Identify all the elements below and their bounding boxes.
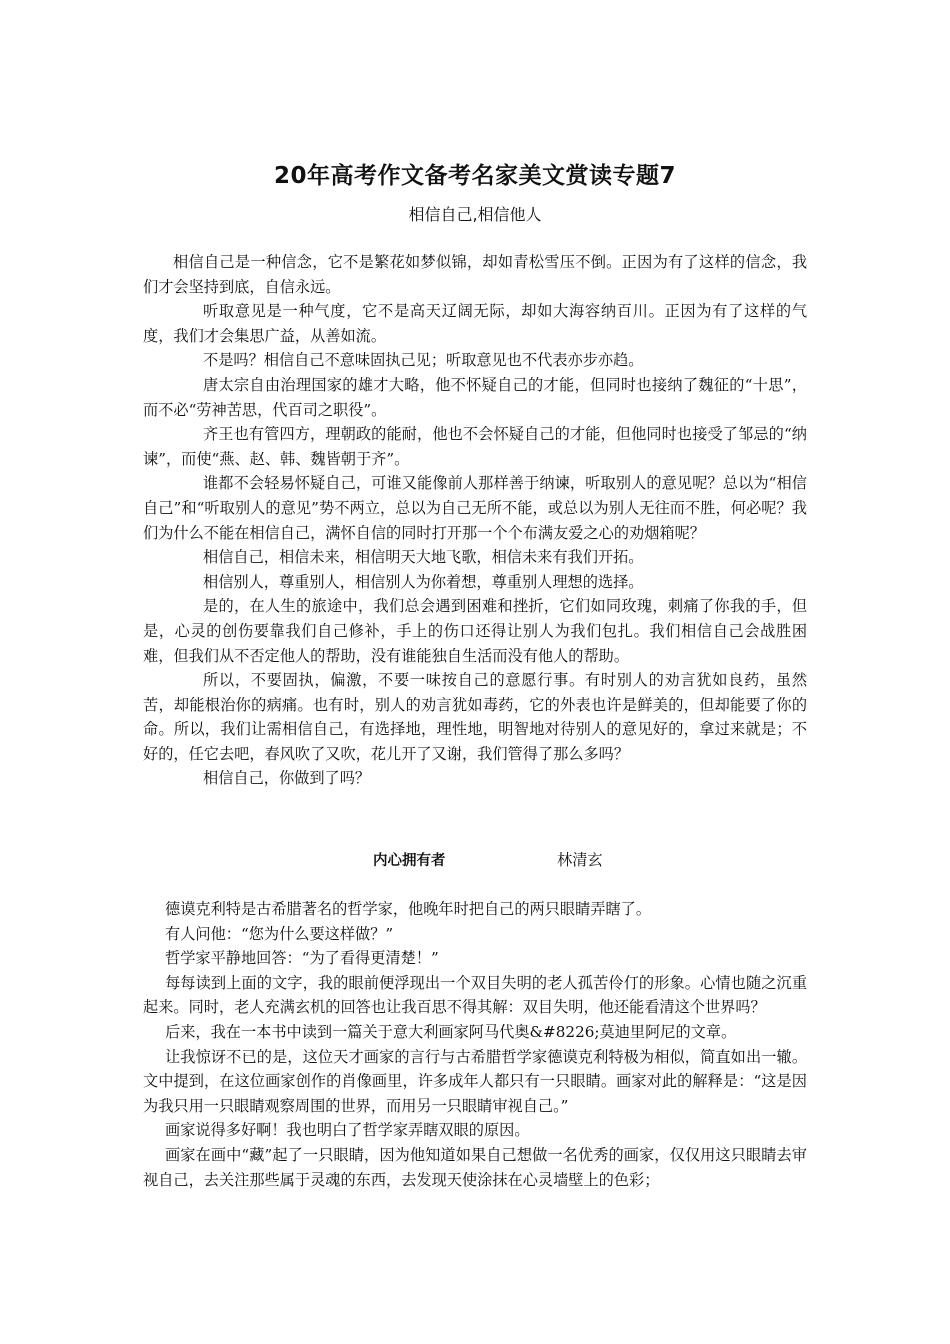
paragraph: 让我惊讶不已的是，这位天才画家的言行与古希腊哲学家德谟克利特极为相似，简直如出一辙。文中提到，在这位画家创作的肖像画里，许多成年人都只有一只眼睛。画家对此的解释是：“这是因为我只用一只眼睛观察周围的世界，而用另一只眼睛审视自己。” — [143, 1047, 807, 1115]
paragraph: 相信自己，相信未来，相信明天大地飞歌，相信未来有我们开拓。 — [203, 548, 644, 567]
paragraph: 相信别人，尊重别人，相信别人为你着想，尊重别人理想的选择。 — [203, 572, 644, 591]
paragraph: 不是吗？相信自己不意味固执己见；听取意见也不代表亦步亦趋。 — [203, 351, 644, 370]
essay-author: 林清玄 — [557, 851, 603, 869]
paragraph: 画家说得多好啊！我也明白了哲学家弄瞎双眼的原因。 — [165, 1121, 530, 1140]
paragraph: 相信自己是一种信念，它不是繁花如梦似锦，却如青松雪压不倒。正因为有了这样的信念，我们才会坚持到底，自信永远。 — [143, 253, 807, 296]
essay-body-1 — [143, 250, 807, 791]
essay-subtitle: 相信自己,相信他人 — [408, 205, 542, 224]
paragraph: 德谟克利特是古希腊著名的哲学家，他晚年时把自己的两只眼睛弄瞎了。 — [165, 900, 651, 918]
essay-title: 内心拥有者 — [373, 853, 446, 869]
paragraph: 后来，我在一本书中读到一篇关于意大利画家阿马代奥&#8226;莫迪里阿尼的文章。 — [165, 1022, 737, 1041]
paragraph: 每每读到上面的文字，我的眼前便浮现出一个双目失明的老人孤苦伶仃的形象。心情也随之沉重起来。同时，老人充满玄机的回答也让我百思不得其解：双目失明，他还能看清这个世界吗？ — [143, 973, 807, 1017]
paragraph: 所以，不要固执，偏激，不要一味按自己的意愿行事。有时别人的劝言犹如良药，虽然苦，却能根治你的病痛。也有时，别人的劝言犹如毒药，它的外表也许是鲜美的，但却能要了你的命。所以，我们让需相信自己，有选择地，理性地，明智地对待别人的意见好的，拿过来就是；不好的，任它去吧，春风吹了又吹，花儿开了又谢，我们管得了那么多吗？ — [143, 671, 807, 763]
paragraph: 哲学家平静地回答：“为了看得更清楚！” — [165, 949, 439, 968]
paragraph: 谁都不会轻易怀疑自己，可谁又能像前人那样善于纳谏，听取别人的意见呢？总以为“相信自己”和“听取别人的意见”势不两立，总以为自己无所不能，或总以为别人无往而不胜，何必呢？我们为什么不能在相信自己，满怀自信的同时打开那一个个布满友爱之心的劝烟箱呢？ — [143, 474, 807, 542]
paragraph: 唐太宗自由治理国家的雄才大略，他不怀疑自己的才能，但同时也接纳了魏征的“十思”，而不必“劳神苦思，代百司之职役”。 — [143, 375, 807, 419]
paragraph: 有人问他：“您为什么要这样做？” — [165, 924, 394, 943]
document-title: 20年高考作文备考名家美文赏读专题7 — [273, 163, 676, 189]
paragraph: 齐王也有管四方，理朝政的能耐，他也不会怀疑自己的才能，但他同时也接受了邹忌的“纳谏”，而使“燕、赵、韩、魏皆朝于齐”。 — [143, 425, 807, 468]
paragraph: 听取意见是一种气度，它不是高天辽阔无际，却如大海容纳百川。正因为有了这样的气度，我们才会集思广益，从善如流。 — [143, 302, 807, 345]
paragraph: 是的，在人生的旅途中，我们总会遇到困难和挫折，它们如同玫瑰，刺痛了你我的手，但是，心灵的创伤要靠我们自己修补，手上的伤口还得让别人为我们包扎。我们相信自己会战胜困难，但我们从不否定他人的帮助，没有谁能独自生活而没有他人的帮助。 — [143, 597, 807, 665]
paragraph: 画家在画中“藏”起了一只眼睛，因为他知道如果自己想做一名优秀的画家，仅仅用这只眼睛去审视自己，去关注那些属于灵魂的东西，去发现天使涂抹在心灵墙壁上的色彩； — [143, 1145, 807, 1189]
paragraph: 相信自己，你做到了吗？ — [203, 769, 371, 788]
essay-body-2 — [143, 897, 807, 1192]
essay-byline — [0, 849, 950, 874]
